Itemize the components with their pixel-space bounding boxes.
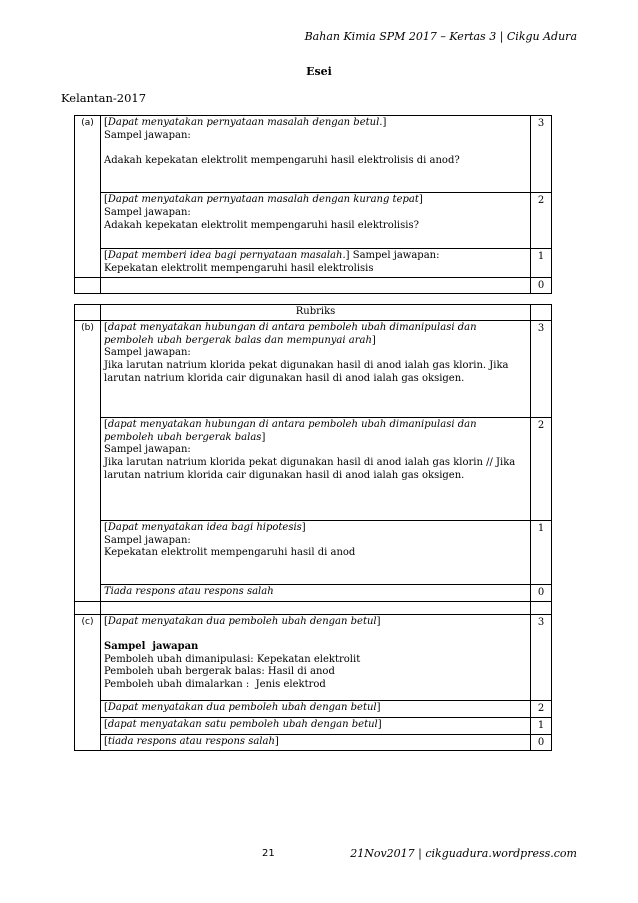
table-row — [75, 193, 552, 249]
table-row — [75, 417, 552, 520]
criteria-cell: [Dapat menyatakan dua pemboleh ubah dengan betul] Sampel jawapan Pemboleh ubah dimanipulasi: Kepekatan elektrolit Pemboleh ubah bergerak balas: Hasil di anod Pemboleh ubah dimalarkan : Jenis elektrod — [101, 615, 531, 701]
question-label: (c) — [75, 615, 101, 751]
score-cell: 0 — [531, 584, 552, 601]
score-cell: 2 — [531, 417, 552, 520]
criteria-cell: [tiada respons atau respons salah] — [101, 734, 531, 751]
rubric-table-a — [74, 115, 552, 294]
question-label: (a) — [75, 116, 101, 278]
table-row — [75, 116, 552, 193]
score-cell: 2 — [531, 701, 552, 718]
table-row — [75, 584, 552, 601]
criteria-cell: [dapat menyatakan hubungan di antara pemboleh ubah dimanipulasi dan pemboleh ubah bergerak balas] Sampel jawapan: Jika larutan natrium klorida pekat digunakan hasil di anod ialah gas klorin // Jika larutan natrium klorida cair digunakan hasil di anod ialah gas oksigen. — [101, 417, 531, 520]
rubric-table-c — [74, 614, 552, 751]
table-row — [75, 249, 552, 278]
criteria-cell: [Dapat menyatakan dua pemboleh ubah dengan betul] — [101, 701, 531, 718]
table-row — [75, 701, 552, 718]
criteria-cell: [Dapat memberi idea bagi pernyataan masalah.] Sampel jawapan: Kepekatan elektrolit mempengaruhi hasil elektrolisis — [101, 249, 531, 278]
criteria-cell: [dapat menyatakan hubungan di antara pemboleh ubah dimanipulasi dan pemboleh ubah bergerak balas dan mempunyai arah] Sampel jawapan: Jika larutan natrium klorida pekat digunakan hasil di anod ialah gas klorin. Jika larutan natrium klorida cair digunakan hasil di anod ialah gas oksigen. — [101, 320, 531, 417]
criteria-cell: Tiada respons atau respons salah — [101, 584, 531, 601]
table-row — [75, 615, 552, 701]
score-cell: 2 — [531, 193, 552, 249]
score-cell: 1 — [531, 520, 552, 584]
table-row — [75, 717, 552, 734]
score-cell: 0 — [531, 734, 552, 751]
table-row — [75, 277, 552, 294]
question-label: (b) — [75, 320, 101, 601]
table-row — [75, 734, 552, 751]
score-cell: 1 — [531, 249, 552, 278]
criteria-cell: [Dapat menyatakan idea bagi hipotesis] Sampel jawapan: Kepekatan elektrolit mempengaruhi hasil di anod — [101, 520, 531, 584]
page-number: 21 — [262, 848, 275, 859]
region-label: Kelantan-2017 — [61, 91, 147, 105]
criteria-cell: [dapat menyatakan satu pemboleh ubah dengan betul] — [101, 717, 531, 734]
score-cell: 0 — [531, 277, 552, 294]
table-row — [75, 320, 552, 417]
criteria-cell: [Dapat menyatakan pernyataan masalah dengan kurang tepat] Sampel jawapan: Adakah kepekatan elektrolit mempengaruhi hasil elektrolisis? — [101, 193, 531, 249]
score-cell: 3 — [531, 320, 552, 417]
footer-site: 21Nov2017 | cikguadura.wordpress.com — [350, 847, 577, 860]
table-row — [75, 305, 552, 321]
criteria-cell: [Dapat menyatakan pernyataan masalah dengan betul.] Sampel jawapan: Adakah kepekatan elektrolit mempengaruhi hasil elektrolisis di anod? — [101, 116, 531, 193]
page-header: Bahan Kimia SPM 2017 – Kertas 3 | Cikgu Adura — [304, 30, 577, 43]
rubric-heading: Rubriks — [101, 305, 531, 321]
score-cell: 3 — [531, 615, 552, 701]
table-row — [75, 520, 552, 584]
score-cell: 3 — [531, 116, 552, 193]
section-title: Esei — [306, 65, 332, 78]
score-cell: 1 — [531, 717, 552, 734]
rubric-table-b — [74, 304, 552, 615]
